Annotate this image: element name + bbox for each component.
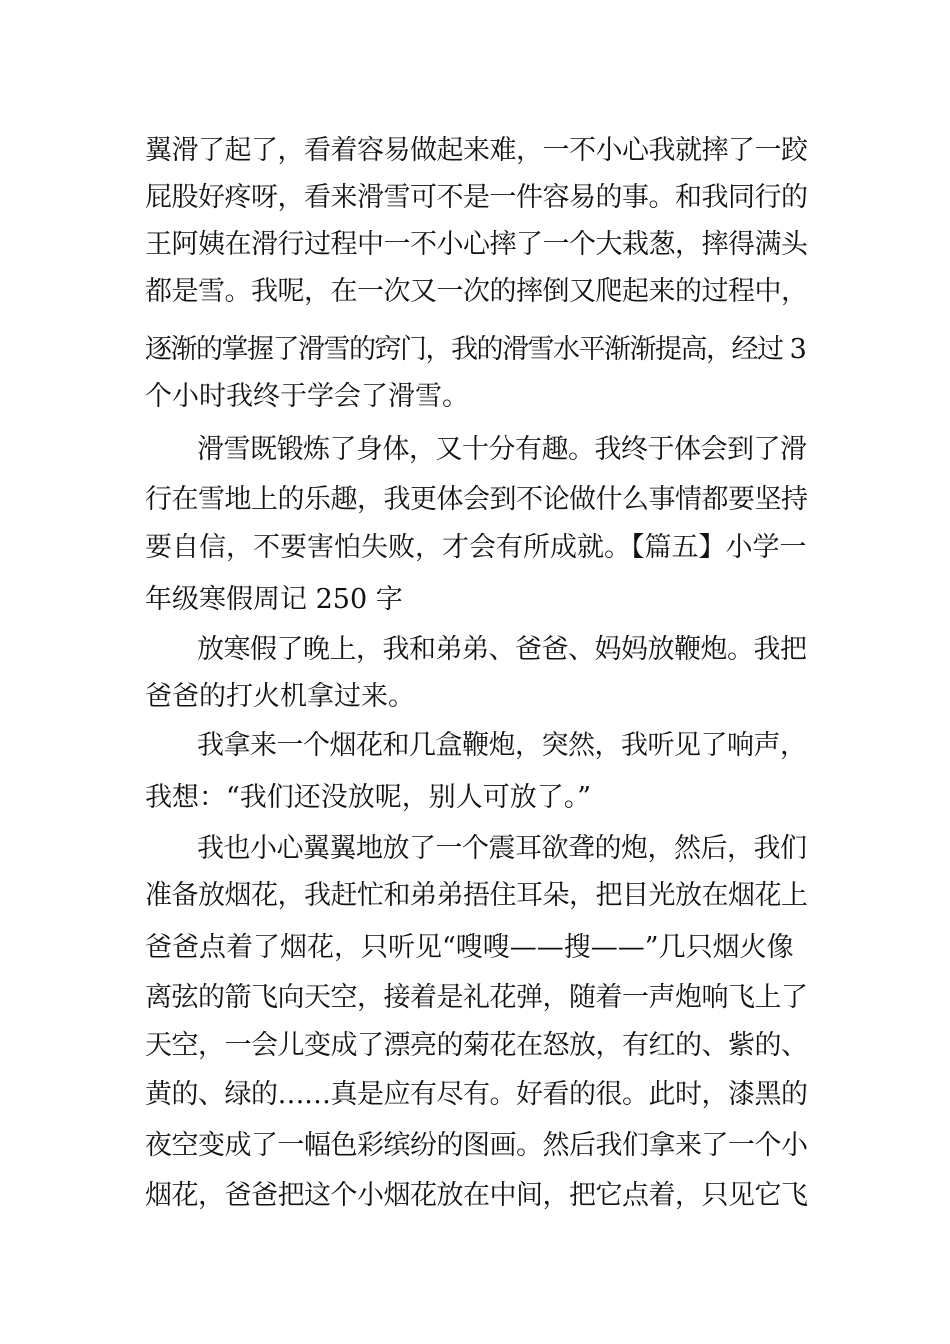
text-line: 夜空变成了一幅色彩缤纷的图画。然后我们拿来了一个小 (145, 1130, 808, 1161)
text-line: 屁股好疼呀，看来滑雪可不是一件容易的事。和我同行的 (145, 182, 808, 213)
text-line: 逐渐的掌握了滑雪的窍门，我的滑雪水平渐渐提高，经过 3 (145, 334, 806, 365)
paragraph-start-line: 我也小心翼翼地放了一个震耳欲聋的炮，然后，我们 (197, 833, 807, 864)
section-heading-line: 年级寒假周记 250 字 (145, 584, 403, 615)
text-line: 离弦的箭飞向天空，接着是礼花弹，随着一声炮响飞上了 (145, 982, 808, 1013)
text-line: 天空，一会儿变成了漂亮的菊花在怒放，有红的、紫的、 (145, 1030, 808, 1061)
text-line: 准备放烟花，我赶忙和弟弟捂住耳朵，把目光放在烟花上 (145, 880, 808, 911)
text-line: 烟花，爸爸把这个小烟花放在中间，把它点着，只见它飞 (145, 1180, 808, 1211)
text-line: 都是雪。我呢，在一次又一次的摔倒又爬起来的过程中， (145, 276, 808, 307)
paragraph-start-line: 我拿来一个烟花和几盒鞭炮，突然，我听见了响声， (197, 730, 807, 761)
text-line: 黄的、绿的……真是应有尽有。好看的很。此时，漆黑的 (145, 1079, 808, 1110)
text-line: 爸爸的打火机拿过来。 (145, 681, 415, 712)
text-line: 要自信，不要害怕失败，才会有所成就。【篇五】小学一 (145, 532, 807, 563)
text-line: 个小时我终于学会了滑雪。 (145, 381, 469, 412)
text-line: 翼滑了起了，看着容易做起来难，一不小心我就摔了一跤 (145, 135, 808, 166)
text-line: 爸爸点着了烟花，只听见“嗖嗖——搜——”几只烟火像 (145, 932, 794, 963)
text-line: 王阿姨在滑行过程中一不小心摔了一个大栽葱，摔得满头 (145, 229, 808, 260)
text-line: 行在雪地上的乐趣，我更体会到不论做什么事情都要坚持 (145, 484, 808, 515)
paragraph-start-line: 滑雪既锻炼了身体，又十分有趣。我终于体会到了滑 (197, 434, 807, 465)
paragraph-start-line: 放寒假了晚上，我和弟弟、爸爸、妈妈放鞭炮。我把 (197, 634, 807, 665)
text-line: 我想：“我们还没放呢，别人可放了。” (145, 782, 592, 813)
